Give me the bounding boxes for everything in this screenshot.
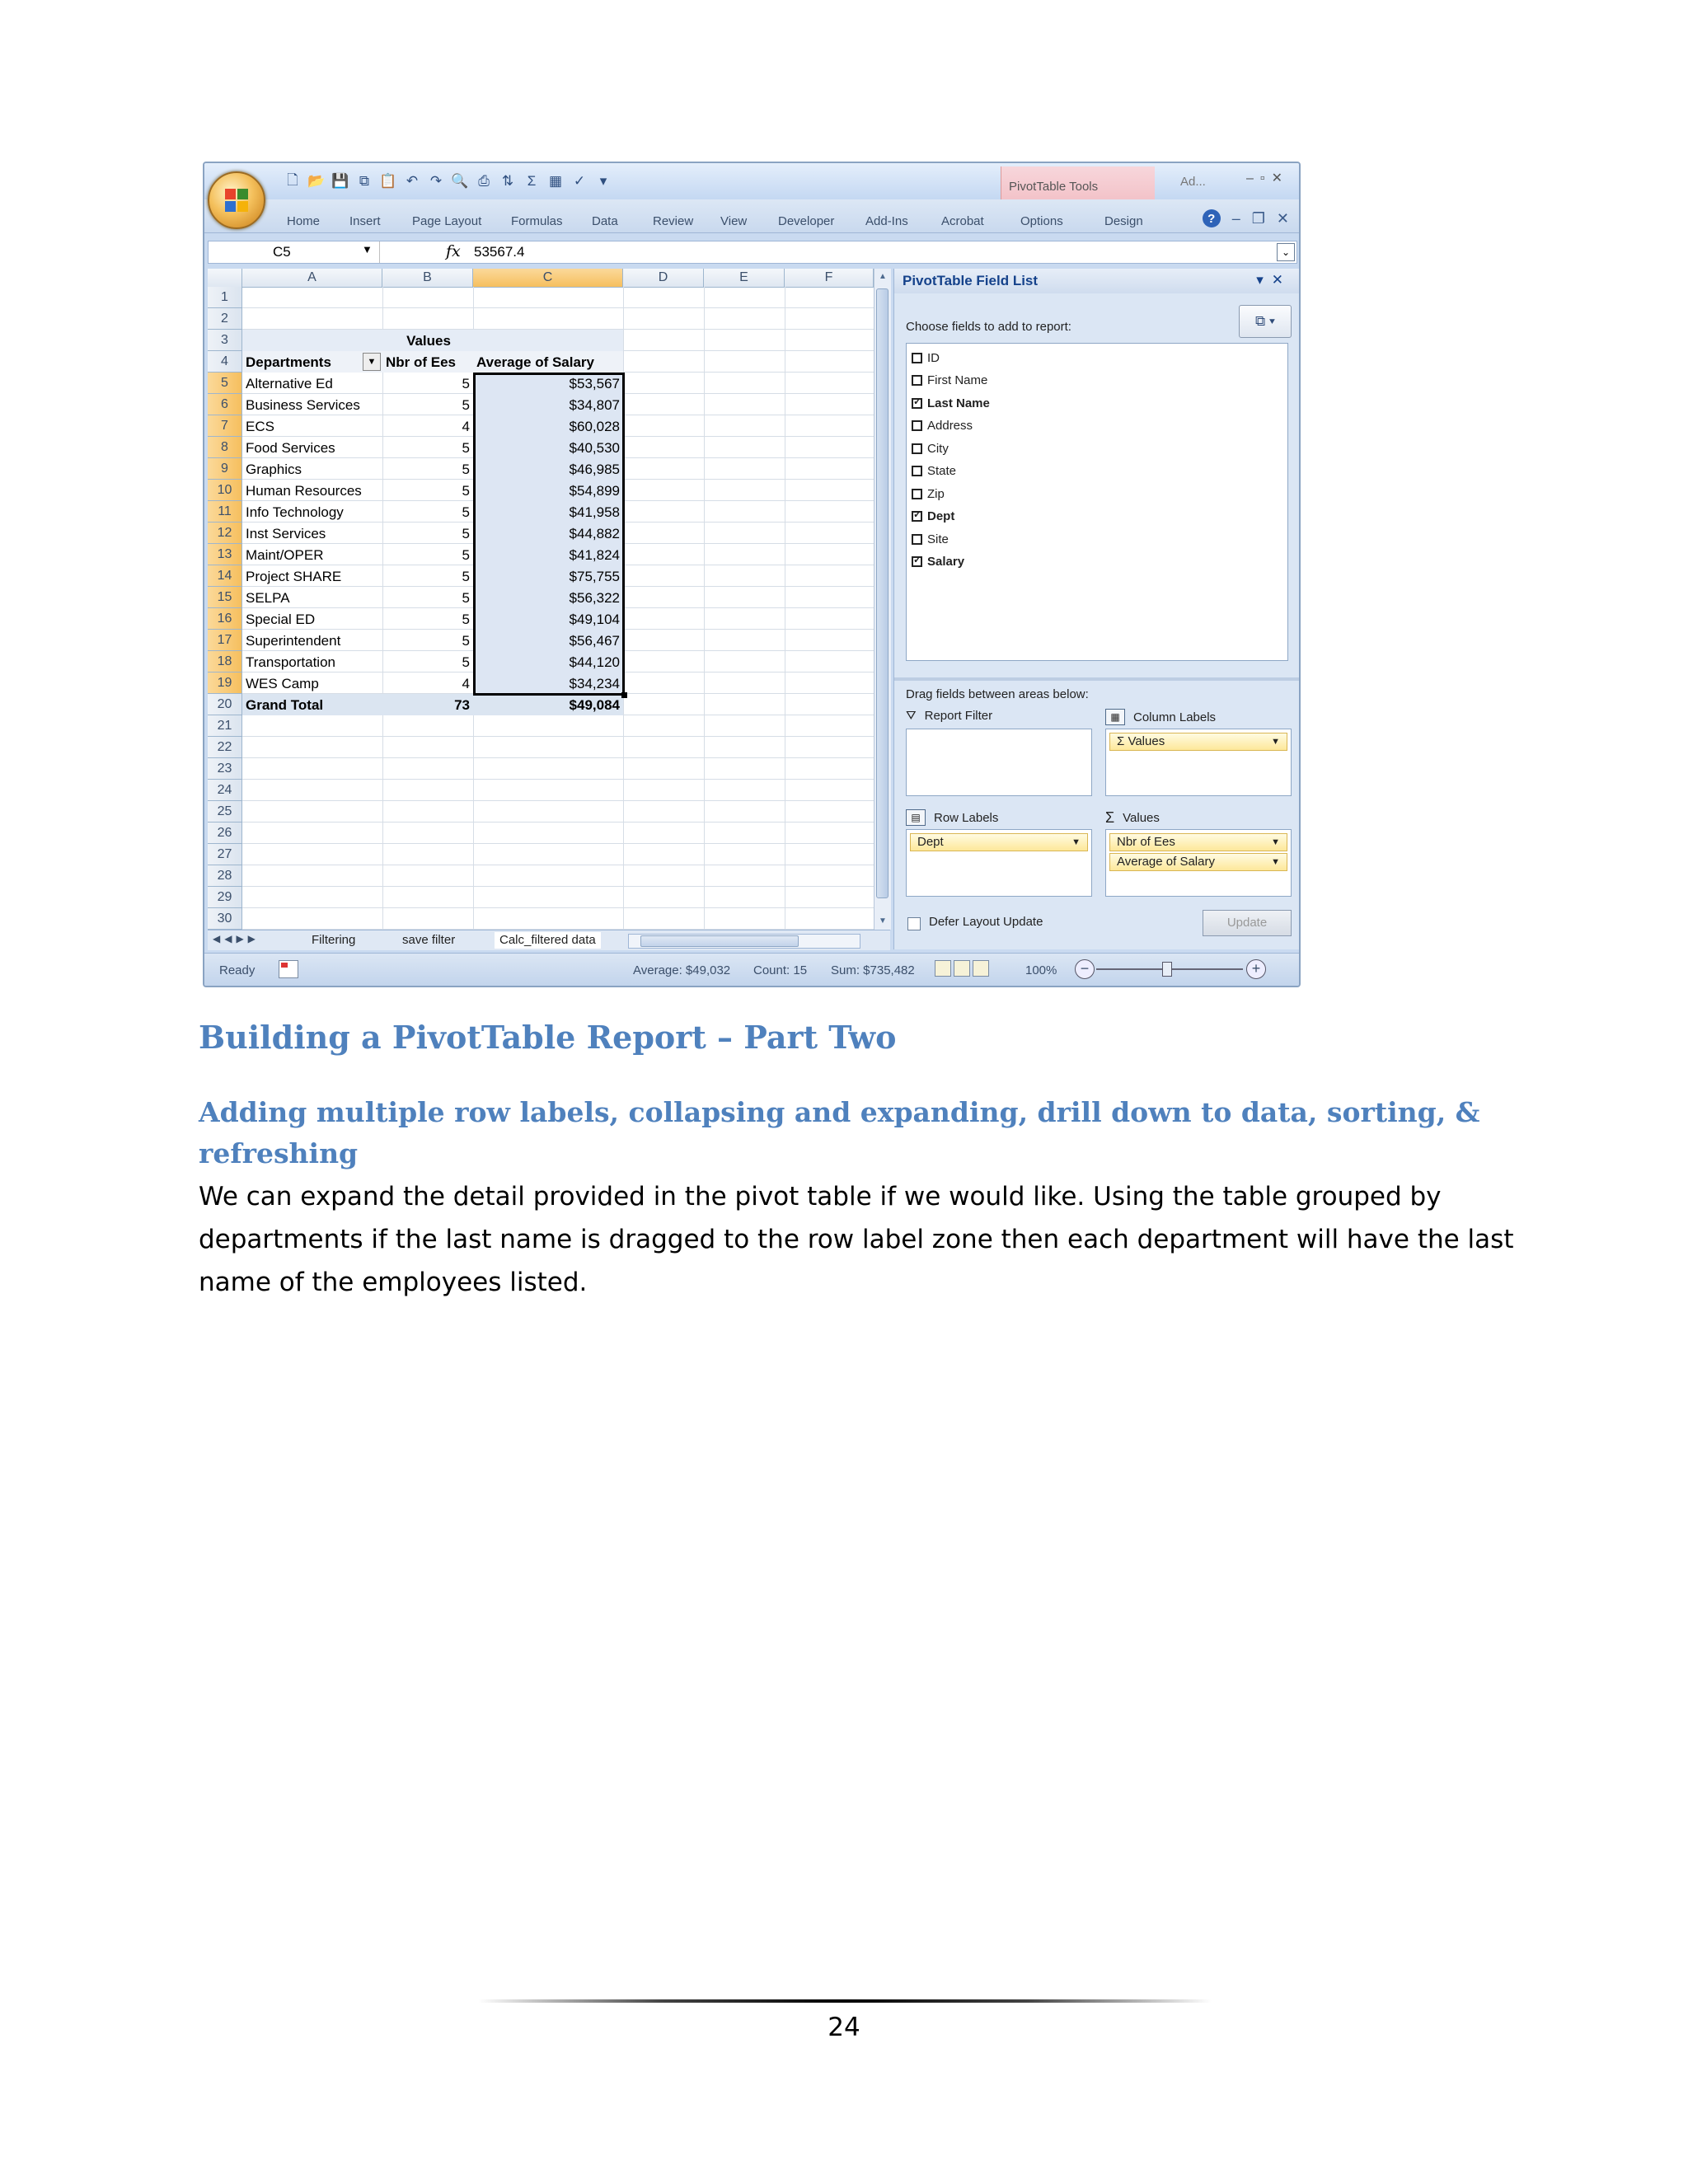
row-header[interactable]: 8 <box>208 437 242 458</box>
pivot-row-salary[interactable]: $44,882 <box>569 526 620 541</box>
page-number: 24 <box>828 2013 860 2042</box>
row-header[interactable]: 1 <box>208 287 242 308</box>
tab-acrobat[interactable]: Acrobat <box>941 214 984 228</box>
status-ready: Ready <box>219 963 256 977</box>
contextual-tab-title: PivotTable Tools <box>1009 180 1099 194</box>
selection-range <box>473 373 625 696</box>
values-zone[interactable] <box>1105 829 1292 897</box>
open-icon[interactable]: 📂 <box>307 173 326 189</box>
view-buttons <box>935 960 989 977</box>
report-filter-text: Report Filter <box>924 709 993 723</box>
name-box[interactable]: C5 <box>209 241 380 263</box>
ribbon-tabs <box>204 199 1299 233</box>
tab-insert[interactable]: Insert <box>349 214 381 228</box>
pivot-row-department[interactable]: Info Technology <box>246 504 344 520</box>
pivot-row-count[interactable]: 5 <box>462 633 470 649</box>
field-checkbox[interactable] <box>912 375 922 386</box>
hscroll-thumb[interactable] <box>640 935 799 947</box>
row-header[interactable]: 24 <box>208 780 242 801</box>
field-label: Site <box>927 532 949 546</box>
row-header[interactable]: 20 <box>208 694 242 715</box>
pivot-row-salary[interactable]: $60,028 <box>569 419 620 434</box>
sheet-tab-filtering[interactable]: Filtering <box>312 933 356 947</box>
pivot-row-count[interactable]: 4 <box>462 419 470 434</box>
departments-header: Departments <box>246 354 331 370</box>
average-salary-header: Average of Salary <box>476 354 594 370</box>
field-label: First Name <box>927 373 988 387</box>
pivot-row-department[interactable]: Superintendent <box>246 633 341 649</box>
status-bar <box>204 953 1299 987</box>
field-checkbox[interactable] <box>912 466 922 476</box>
normal-view-icon[interactable] <box>935 960 951 977</box>
grand-total-salary: $49,084 <box>569 697 620 713</box>
pivot-row-department[interactable]: Transportation <box>246 654 335 670</box>
pivot-row-salary[interactable]: $56,322 <box>569 590 620 606</box>
row-header[interactable]: 10 <box>208 480 242 501</box>
pivot-row-department[interactable]: SELPA <box>246 590 290 606</box>
ribbon-window-controls <box>1203 209 1289 227</box>
select-all-corner[interactable] <box>208 269 242 287</box>
pivot-row-salary[interactable]: $53,567 <box>569 376 620 391</box>
zoom-in-icon[interactable]: + <box>1246 959 1266 979</box>
column-header-e[interactable]: E <box>704 269 785 287</box>
pivot-row-salary[interactable]: $34,234 <box>569 676 620 691</box>
horizontal-scrollbar[interactable] <box>628 934 860 949</box>
field-checkbox[interactable] <box>912 443 922 454</box>
restore-icon[interactable]: ❐ <box>1251 209 1265 227</box>
row-header[interactable]: 16 <box>208 608 242 630</box>
column-labels-label <box>1105 709 1216 725</box>
field-label: State <box>927 464 957 478</box>
cells-area[interactable] <box>242 287 874 930</box>
row-labels-zone[interactable] <box>906 829 1092 897</box>
tab-page-layout[interactable]: Page Layout <box>412 214 482 228</box>
pivot-row-count[interactable]: 5 <box>462 483 470 499</box>
pivot-row-salary[interactable]: $46,985 <box>569 462 620 477</box>
tab-view[interactable]: View <box>720 214 748 228</box>
pivot-row-department[interactable]: Human Resources <box>246 483 362 499</box>
field-list-controls[interactable]: ▾✕ <box>1256 272 1292 288</box>
pivot-row-count[interactable]: 5 <box>462 569 470 584</box>
row-dept-chip[interactable] <box>910 833 1088 851</box>
insert-function-icon[interactable]: fx <box>446 242 461 260</box>
field-item[interactable] <box>912 483 945 504</box>
section-heading: Building a PivotTable Report – Part Two <box>199 1019 897 1056</box>
pivot-row-count[interactable]: 5 <box>462 547 470 563</box>
pivot-row-department[interactable]: Food Services <box>246 440 335 456</box>
tab-add-ins[interactable]: Add-Ins <box>865 214 908 228</box>
worksheet-grid[interactable] <box>208 269 874 930</box>
field-label: ID <box>927 350 940 365</box>
values-text: Values <box>1123 811 1160 825</box>
row-header[interactable]: 6 <box>208 394 242 415</box>
field-checkbox[interactable] <box>912 398 922 409</box>
row-labels-label <box>906 809 998 826</box>
page-break-view-icon[interactable] <box>973 960 989 977</box>
row-header[interactable]: 15 <box>208 587 242 608</box>
defer-layout-label: Defer Layout Update <box>929 915 1043 929</box>
pivot-row-salary[interactable]: $41,824 <box>569 547 620 563</box>
row-header[interactable]: 26 <box>208 823 242 844</box>
sheet-tabs-bar <box>208 930 890 950</box>
tab-developer[interactable]: Developer <box>778 214 835 228</box>
chevron-down-icon[interactable]: ▼ <box>1271 737 1280 747</box>
field-item[interactable] <box>912 528 949 550</box>
pivot-row-salary[interactable]: $44,120 <box>569 654 620 670</box>
row-header[interactable]: 9 <box>208 458 242 480</box>
defer-layout-checkbox[interactable] <box>907 917 921 930</box>
column-header-b[interactable]: B <box>382 269 473 287</box>
values-label <box>1105 809 1160 827</box>
pivot-row-count[interactable]: 5 <box>462 440 470 456</box>
field-item[interactable] <box>912 461 956 482</box>
field-checklist <box>906 343 1288 661</box>
row-header[interactable]: 2 <box>208 308 242 330</box>
copy-icon[interactable]: ⧉ <box>359 173 370 189</box>
field-checkbox[interactable] <box>912 489 922 499</box>
footer-divider <box>478 1999 1212 2003</box>
print-preview-icon[interactable]: 🔍 <box>451 173 469 189</box>
pivot-row-salary[interactable]: $49,104 <box>569 612 620 627</box>
nbr-of-ees-header: Nbr of Ees <box>386 354 457 370</box>
pivot-row-department[interactable]: Special ED <box>246 612 316 627</box>
row-header[interactable]: 25 <box>208 801 242 823</box>
quick-access-toolbar <box>284 170 612 193</box>
help-icon[interactable]: ? <box>1203 209 1221 227</box>
pivot-row-count[interactable]: 5 <box>462 612 470 627</box>
zoom-level[interactable]: 100% <box>1025 963 1057 977</box>
print-icon[interactable]: ⎙ <box>478 173 490 189</box>
value-chip-average-salary[interactable] <box>1109 853 1287 871</box>
field-list-header <box>894 269 1300 293</box>
row-header[interactable]: 4 <box>208 351 242 373</box>
pivot-row-count[interactable]: 5 <box>462 654 470 670</box>
column-values-chip[interactable] <box>1109 733 1287 751</box>
field-label: Dept <box>927 509 955 523</box>
pivot-row-salary[interactable]: $54,899 <box>569 483 620 499</box>
field-list-splitter[interactable] <box>894 677 1300 681</box>
drag-fields-label: Drag fields between areas below: <box>906 687 1089 701</box>
tab-options[interactable]: Options <box>1020 214 1063 228</box>
row-header[interactable]: 13 <box>208 544 242 565</box>
chevron-down-icon[interactable]: ▼ <box>1071 837 1081 847</box>
pivot-row-department[interactable]: WES Camp <box>246 676 319 691</box>
save-icon[interactable]: 💾 <box>331 173 349 189</box>
field-item[interactable] <box>912 347 940 368</box>
pivot-row-salary[interactable]: $75,755 <box>569 569 620 584</box>
update-button[interactable]: Update <box>1203 910 1292 936</box>
field-item[interactable] <box>912 506 954 527</box>
row-labels-icon: ▤ <box>906 809 926 826</box>
field-list-layout-button[interactable]: ⧉ ▾ <box>1239 305 1292 338</box>
pivot-row-department[interactable]: Maint/OPER <box>246 547 324 563</box>
new-icon[interactable]: 🗋 <box>287 171 298 188</box>
pivot-row-count[interactable]: 5 <box>462 590 470 606</box>
pivot-row-count[interactable]: 4 <box>462 676 470 691</box>
values-header: Values <box>406 333 451 349</box>
zoom-slider-thumb[interactable] <box>1162 962 1172 977</box>
field-label: City <box>927 441 949 456</box>
table-icon[interactable]: ▦ <box>548 173 563 189</box>
chevron-down-icon[interactable]: ▼ <box>1271 857 1280 867</box>
field-item[interactable] <box>912 392 990 414</box>
pivot-row-salary[interactable]: $34,807 <box>569 397 620 413</box>
excel-screenshot <box>203 162 1301 987</box>
row-header[interactable]: 22 <box>208 737 242 758</box>
undo-icon[interactable]: ↶ <box>406 173 419 189</box>
office-logo-icon <box>223 187 250 213</box>
value-chip-text: Nbr of Ees <box>1117 835 1175 849</box>
field-checkbox[interactable] <box>912 556 922 567</box>
column-chip-text: Values <box>1128 734 1165 748</box>
column-header-c[interactable]: C <box>473 269 623 287</box>
zoom-out-icon[interactable]: − <box>1075 959 1095 979</box>
office-button[interactable] <box>208 171 265 229</box>
tab-design[interactable]: Design <box>1104 214 1143 228</box>
column-labels-icon: ▦ <box>1105 709 1125 725</box>
report-filter-label <box>906 709 992 723</box>
scroll-up-icon[interactable]: ▲ <box>879 272 887 281</box>
column-header-f[interactable]: F <box>785 269 874 287</box>
grand-total-count: 73 <box>454 697 470 713</box>
redo-icon[interactable]: ↷ <box>429 173 443 189</box>
tab-review[interactable]: Review <box>653 214 694 228</box>
row-labels-text: Row Labels <box>934 810 999 825</box>
sheet-nav-icons[interactable]: ◀◀▶▶ <box>213 933 260 944</box>
column-header-a[interactable]: A <box>242 269 382 287</box>
row-header[interactable]: 18 <box>208 651 242 673</box>
field-item[interactable] <box>912 551 964 573</box>
row-header[interactable]: 12 <box>208 523 242 544</box>
row-header[interactable]: 7 <box>208 415 242 437</box>
sheet-tab-save-filter[interactable]: save filter <box>402 933 456 947</box>
field-list-title: PivotTable Field List <box>903 273 1039 288</box>
pivot-row-department[interactable]: Inst Services <box>246 526 326 541</box>
pivot-row-salary[interactable]: $41,958 <box>569 504 620 520</box>
autosum-icon[interactable]: Σ <box>527 173 537 189</box>
pivot-row-salary[interactable]: $40,530 <box>569 440 620 456</box>
pivot-row-count[interactable]: 5 <box>462 462 470 477</box>
row-header[interactable]: 11 <box>208 501 242 523</box>
row-header[interactable]: 23 <box>208 758 242 780</box>
chevron-down-icon[interactable]: ▼ <box>1271 837 1280 847</box>
filter-icon: ⛛ <box>906 709 917 723</box>
fill-handle[interactable] <box>621 692 627 698</box>
field-label: Last Name <box>927 396 990 410</box>
formula-input[interactable]: 53567.4 <box>474 244 525 260</box>
macro-record-icon[interactable] <box>279 960 298 978</box>
row-header[interactable]: 14 <box>208 565 242 587</box>
field-checkbox[interactable] <box>912 353 922 363</box>
scroll-down-icon[interactable]: ▼ <box>879 916 887 926</box>
row-headers <box>208 287 242 930</box>
subsection-heading: Adding multiple row labels, collapsing and expanding, drill down to data, sorting, & refreshing <box>199 1096 1480 1169</box>
body-paragraph: We can expand the detail provided in the pivot table if we would like. Using the table grouped by departments if the last name is dragged to the row label zone then each department will have the last name of the employees listed. <box>199 1182 1514 1297</box>
page-layout-view-icon[interactable] <box>954 960 970 977</box>
column-headers <box>208 269 874 288</box>
report-filter-zone[interactable] <box>906 729 1092 796</box>
row-header[interactable]: 21 <box>208 715 242 737</box>
app-title: Ad... <box>1180 175 1206 189</box>
field-label: Zip <box>927 486 945 501</box>
chevron-down-icon[interactable]: ▼ <box>362 243 373 255</box>
pivot-row-department[interactable]: Graphics <box>246 462 302 477</box>
pivot-row-count[interactable]: 5 <box>462 376 470 391</box>
close-icon[interactable]: ✕ <box>1276 209 1289 227</box>
sigma-icon: Σ <box>1105 809 1115 826</box>
field-label: Address <box>927 419 973 433</box>
row-header[interactable]: 17 <box>208 630 242 651</box>
status-average: Average: $49,032 <box>633 963 731 977</box>
field-checkbox[interactable] <box>912 534 922 545</box>
spell-check-icon[interactable]: ✓ <box>573 173 586 189</box>
pivot-row-department[interactable]: Business Services <box>246 397 360 413</box>
scroll-thumb[interactable] <box>876 288 889 898</box>
field-item[interactable] <box>912 438 949 459</box>
choose-fields-label: Choose fields to add to report: <box>906 320 1071 334</box>
customize-toolbar-icon[interactable]: ▾ <box>599 173 607 189</box>
tab-data[interactable]: Data <box>592 214 618 228</box>
row-header[interactable]: 30 <box>208 908 242 930</box>
title-bar <box>204 163 1299 199</box>
row-filter-dropdown-icon[interactable]: ▼ <box>363 353 381 371</box>
pivot-row-count[interactable]: 5 <box>462 504 470 520</box>
pivot-row-department[interactable]: ECS <box>246 419 274 434</box>
status-sum: Sum: $735,482 <box>831 963 915 977</box>
value-chip-text: Average of Salary <box>1117 855 1215 869</box>
tab-home[interactable]: Home <box>287 214 321 228</box>
expand-formula-bar-icon[interactable]: ⌄ <box>1277 243 1295 261</box>
row-chip-text: Dept <box>917 835 944 849</box>
formula-bar <box>208 241 1297 264</box>
vertical-scrollbar[interactable] <box>874 269 891 930</box>
field-checkbox[interactable] <box>912 420 922 431</box>
row-header[interactable]: 28 <box>208 865 242 887</box>
pivot-row-department[interactable]: Project SHARE <box>246 569 342 584</box>
row-header[interactable]: 27 <box>208 844 242 865</box>
pivot-row-count[interactable]: 5 <box>462 526 470 541</box>
status-count: Count: 15 <box>753 963 808 977</box>
pivot-row-salary[interactable]: $56,467 <box>569 633 620 649</box>
sheet-tab-calc-filtered-data[interactable]: Calc_filtered data <box>495 932 601 949</box>
field-item[interactable] <box>912 370 987 391</box>
column-labels-zone[interactable] <box>1105 729 1292 796</box>
row-header[interactable]: 29 <box>208 887 242 908</box>
tab-formulas[interactable]: Formulas <box>511 214 563 228</box>
pivot-row-department[interactable]: Alternative Ed <box>246 376 333 391</box>
field-checkbox[interactable] <box>912 511 922 522</box>
value-chip-nbr-of-ees[interactable] <box>1109 833 1287 851</box>
row-header[interactable]: 3 <box>208 330 242 351</box>
minimize-icon[interactable]: – <box>1231 209 1240 227</box>
pivottable-field-list <box>893 269 1300 949</box>
window-controls[interactable]: –▫✕ <box>1246 171 1289 185</box>
row-header[interactable]: 5 <box>208 373 242 394</box>
sort-icon[interactable]: ⇅ <box>501 173 514 189</box>
field-label: Salary <box>927 555 965 569</box>
column-labels-text: Column Labels <box>1133 710 1217 724</box>
column-header-d[interactable]: D <box>623 269 704 287</box>
pivot-row-count[interactable]: 5 <box>462 397 470 413</box>
sigma-icon: Σ <box>1117 734 1128 748</box>
field-item[interactable] <box>912 415 973 437</box>
row-header[interactable]: 19 <box>208 673 242 694</box>
paste-icon[interactable]: 📋 <box>379 173 397 189</box>
grand-total-label: Grand Total <box>246 697 324 713</box>
